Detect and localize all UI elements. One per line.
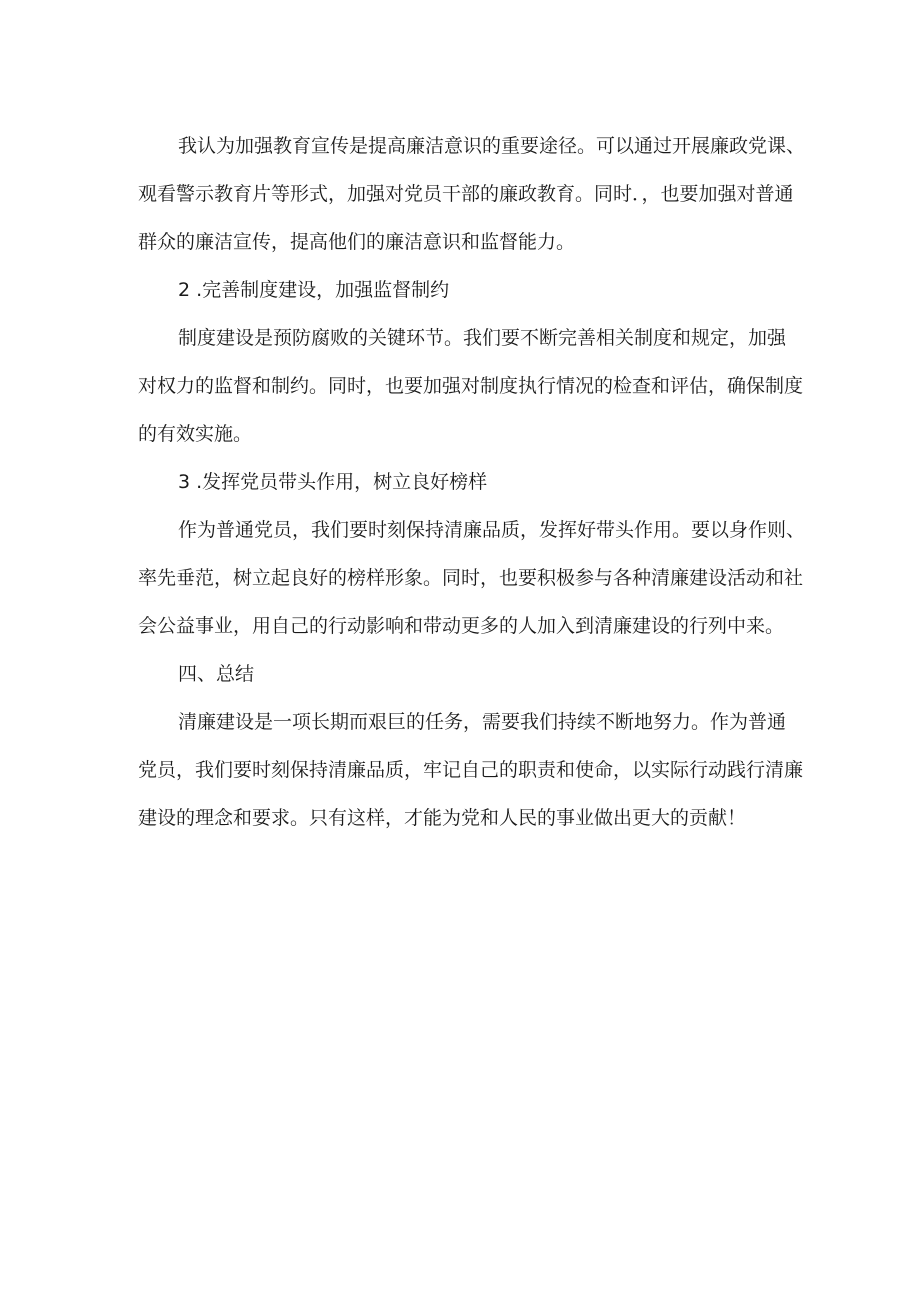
paragraph-line: 会公益事业，用自己的行动影响和带动更多的人加入到清廉建设的行列中来。 xyxy=(138,615,785,637)
paragraph-line: 党员，我们要时刻保持清廉品质，牢记自己的职责和使命，以实际行动践行清廉 xyxy=(138,759,804,781)
section-heading-2 xyxy=(138,266,798,314)
paragraph-line: 制度建设是预防腐败的关键环节。我们要不断完善相关制度和规定，加强 xyxy=(178,327,787,349)
paragraph-line: 作为普通党员，我们要时刻保持清廉品质，发挥好带头作用。要以身作则、 xyxy=(178,519,806,541)
paragraph-summary xyxy=(138,698,804,842)
document-body xyxy=(138,122,806,842)
paragraph-system-building xyxy=(138,314,804,458)
paragraph-line: 对权力的监督和制约。同时，也要加强对制度执行情况的检查和评估，确保制度 xyxy=(138,375,804,397)
heading-line: 2 .完善制度建设，加强监督制约 xyxy=(178,279,450,301)
section-heading-summary xyxy=(138,650,798,698)
paragraph-education xyxy=(138,122,806,266)
paragraph-party-member-role xyxy=(138,506,806,650)
heading-line: 四、总结 xyxy=(178,663,255,685)
paragraph-line: 建设的理念和要求。只有这样，才能为党和人民的事业做出更大的贡献！ xyxy=(138,807,747,829)
paragraph-line: 清廉建设是一项长期而艰巨的任务，需要我们持续不断地努力。作为普通 xyxy=(178,711,787,733)
paragraph-line: 率先垂范，树立起良好的榜样形象。同时，也要积极参与各种清廉建设活动和社 xyxy=(138,567,804,589)
paragraph-line: 的有效实施。 xyxy=(138,423,253,445)
paragraph-line: 群众的廉洁宣传，提高他们的廉洁意识和监督能力。 xyxy=(138,231,576,253)
paragraph-line: 观看警示教育片等形式，加强对党员干部的廉政教育。同时．，也要加强对普通 xyxy=(138,183,794,205)
section-heading-3 xyxy=(138,458,798,506)
heading-line: 3 .发挥党员带头作用，树立良好榜样 xyxy=(178,471,488,493)
paragraph-line: 我认为加强教育宣传是提高廉洁意识的重要途径。可以通过开展廉政党课、 xyxy=(178,135,806,157)
